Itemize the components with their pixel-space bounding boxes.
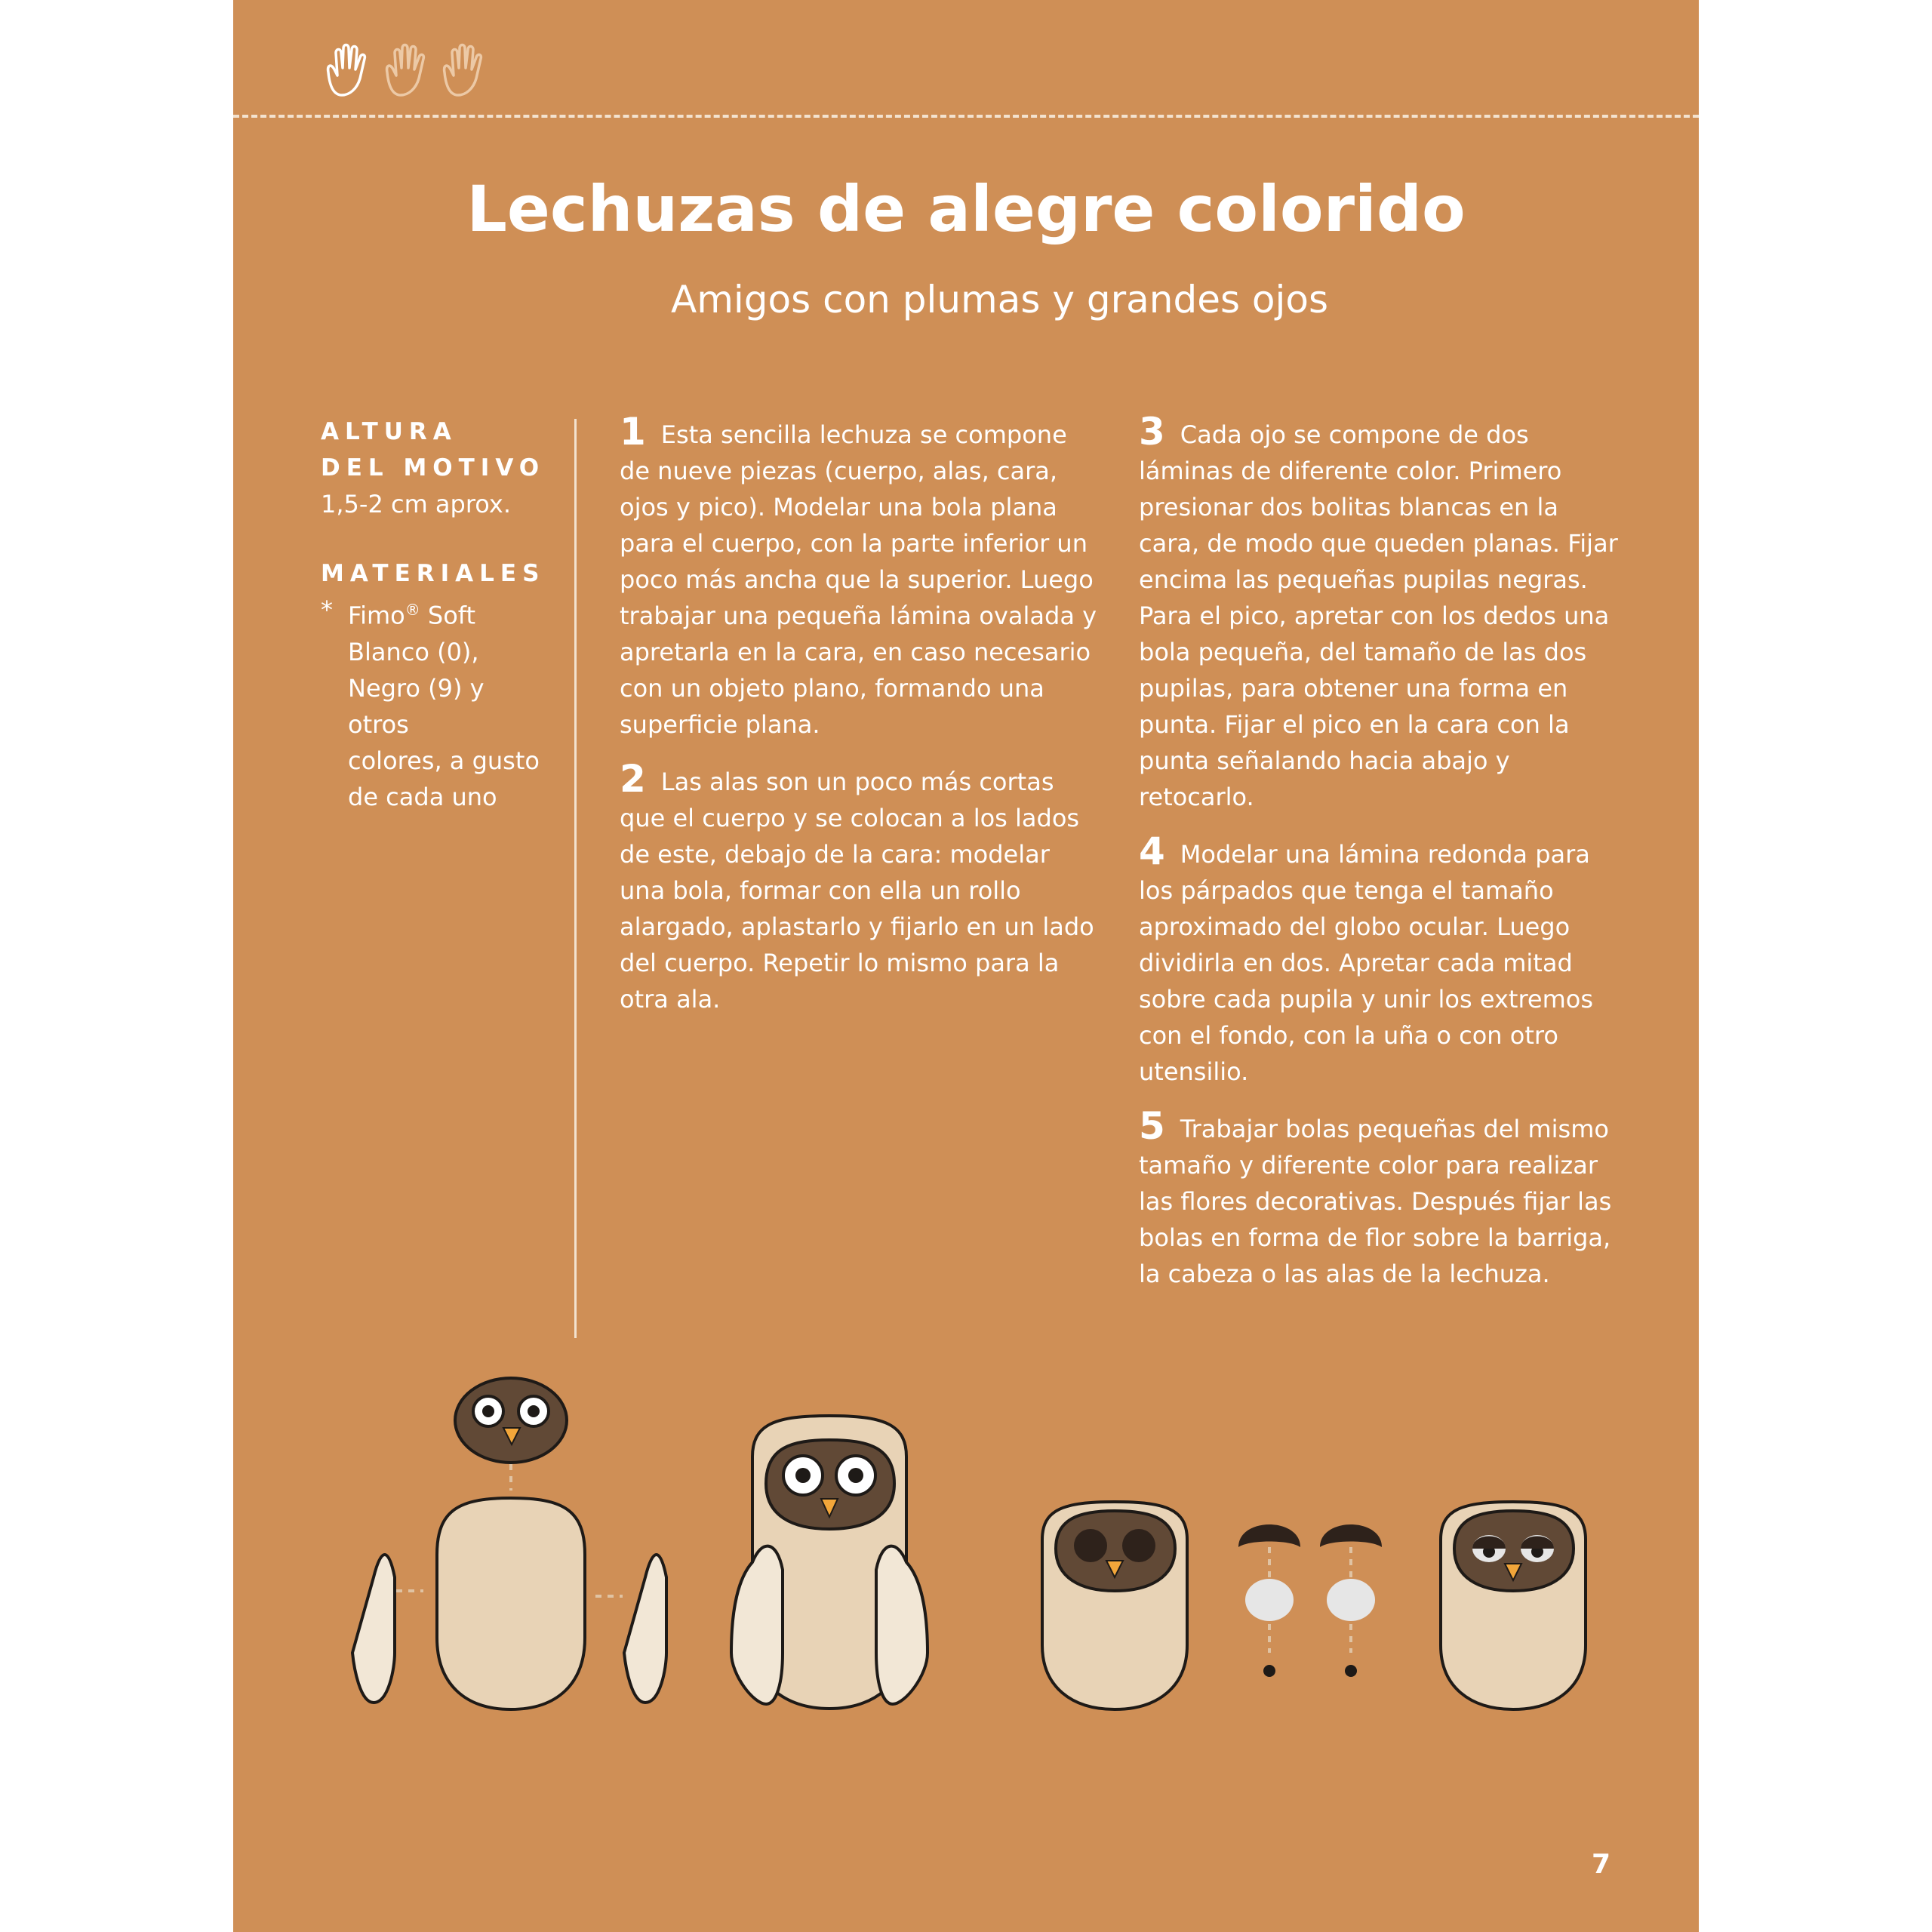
page-title: Lechuzas de alegre colorido — [466, 172, 1466, 246]
materials-line: de cada uno — [348, 782, 497, 811]
height-value: 1,5-2 cm aprox. — [321, 490, 511, 518]
owl-body-piece — [437, 1498, 585, 1709]
owl-assembled — [731, 1416, 928, 1709]
column-divider — [574, 419, 577, 1338]
materials-line: Negro (9) y otros — [348, 673, 485, 739]
materials-label: MATERIALES — [321, 560, 546, 587]
materials-line: colores, a gusto — [348, 746, 540, 775]
height-label: ALTURA DEL MOTIVO — [321, 418, 546, 481]
owl-face-piece — [455, 1378, 567, 1463]
page-number: 7 — [1592, 1849, 1611, 1880]
dashed-divider — [233, 115, 1699, 118]
hand-icon — [387, 45, 424, 96]
step-2: 2 Las alas son un poco más cortas que el cuerpo y se colocan a los lados de este, debajo de la cara: modelar una bola, formar con ella un rollo alargado, aplastarlo y fijarlo en un lado del cuerpo. Repetir lo mismo para la otra ala. — [620, 757, 1094, 1014]
difficulty-rating — [321, 42, 502, 100]
owl-wing-piece — [624, 1555, 666, 1703]
eyelid-pieces — [1238, 1524, 1382, 1677]
bullet-star: * — [321, 595, 333, 624]
step-4: 4 Modelar una lámina redonda para los párpados que tenga el tamaño aproximado del globo ocular. Luego dividirla en dos. Apretar cada mitad sobre cada pupila y unir los extremos con el fondo, con la uña o con otro utensilio. — [1139, 829, 1594, 1086]
materials-list — [321, 592, 547, 815]
instructions-column-1 — [620, 410, 1103, 1035]
hand-icon — [328, 45, 365, 96]
step-1: 1 Esta sencilla lechuza se compone de nueve piezas (cuerpo, alas, cara, ojos y pico). Modelar una bola plana para el cuerpo, con la parte inferior un poco más ancha que la superior. Luego trabajar una pequeña lámina ovalada y apretarla en la cara, en caso necesario con un objeto plano, formando una superficie plana. — [620, 410, 1097, 739]
materials-line: Blanco (0), — [348, 637, 479, 666]
hand-icon — [445, 45, 481, 96]
sidebar — [321, 414, 547, 815]
owl-finished-sleepy — [1441, 1502, 1586, 1709]
instructions-column-2 — [1139, 410, 1622, 1310]
owl-with-eyes — [1042, 1502, 1187, 1709]
owl-wing-piece — [352, 1555, 395, 1703]
step-5: 5 Trabajar bolas pequeñas del mismo tamaño y diferente color para realizar las flores decorativas. Después fijar las bolas en forma de flor sobre la barriga, la cabeza o las alas de la lechuza. — [1139, 1104, 1612, 1288]
page — [233, 0, 1699, 1932]
page-subtitle: Amigos con plumas y grandes ojos — [671, 278, 1329, 321]
owl-assembly-illustration — [233, 1351, 1699, 1728]
materials-line: Fimo® Soft — [348, 601, 476, 630]
step-3: 3 Cada ojo se compone de dos láminas de diferente color. Primero presionar dos bolitas blancas en la cara, de modo que queden planas. Fijar encima las pequeñas pupilas negras. Para el pico, apretar con los dedos una bola pequeña, del tamaño de las dos pupilas, para obtener una forma en punta. Fijar el pico en la cara con la punta señalando hacia abajo y retocarlo. — [1139, 410, 1618, 811]
